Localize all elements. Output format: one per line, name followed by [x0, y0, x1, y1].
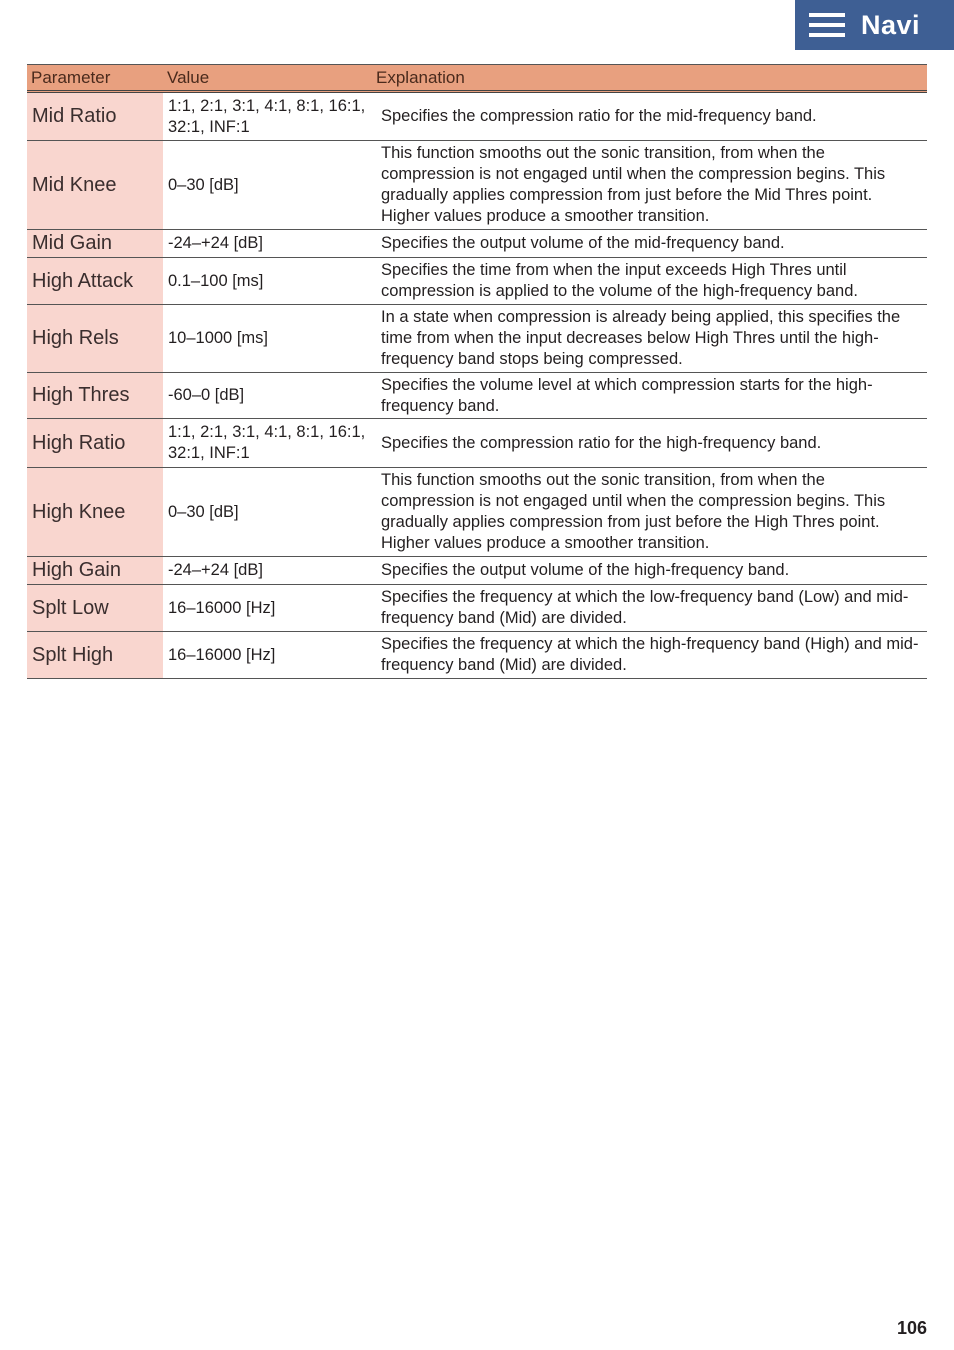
param-name: High Ratio: [27, 419, 163, 468]
table-row: [27, 632, 927, 679]
param-name: Splt High: [27, 632, 163, 679]
param-name: High Gain: [27, 557, 163, 585]
param-explanation: Specifies the output volume of the mid-frequency band.: [372, 230, 927, 258]
table-row: [27, 419, 927, 468]
param-name: High Thres: [27, 373, 163, 419]
param-explanation: This function smooths out the sonic transition, from when the compression is not engaged until when the compression begins. This gradually applies compression from just before the Mid Thres point. Higher values produce a smoother transition.: [372, 141, 927, 230]
table-row: [27, 557, 927, 585]
param-name: High Rels: [27, 305, 163, 373]
param-value: 1:1, 2:1, 3:1, 4:1, 8:1, 16:1, 32:1, INF:1: [163, 419, 372, 468]
param-explanation: Specifies the frequency at which the high-frequency band (High) and mid-frequency band (Mid) are divided.: [372, 632, 927, 679]
menu-icon: [809, 11, 845, 39]
param-explanation: Specifies the frequency at which the low-frequency band (Low) and mid-frequency band (Mid) are divided.: [372, 585, 927, 632]
table-row: [27, 92, 927, 141]
param-explanation: This function smooths out the sonic transition, from when the compression is not engaged until when the compression begins. This gradually applies compression from just before the High Thres point. Higher values produce a smoother transition.: [372, 468, 927, 557]
param-explanation: Specifies the output volume of the high-frequency band.: [372, 557, 927, 585]
page-number: 106: [896, 1318, 927, 1338]
param-explanation: In a state when compression is already being applied, this specifies the time from when the input decreases below High Thres until the high-frequency band stops being compressed.: [372, 305, 927, 373]
param-value: -24–+24 [dB]: [163, 230, 372, 258]
param-name: Mid Gain: [27, 230, 163, 258]
table-row: [27, 230, 927, 258]
param-explanation: Specifies the volume level at which compression starts for the high-frequency band.: [372, 373, 927, 419]
param-value: -60–0 [dB]: [163, 373, 372, 419]
param-explanation: Specifies the compression ratio for the mid-frequency band.: [372, 92, 927, 141]
param-value: 0–30 [dB]: [163, 141, 372, 230]
table-row: [27, 305, 927, 373]
param-explanation: Specifies the compression ratio for the high-frequency band.: [372, 419, 927, 468]
table-row: [27, 373, 927, 419]
header-explanation: Explanation: [372, 65, 927, 92]
param-explanation: Specifies the time from when the input exceeds High Thres until compression is applied to the volume of the high-frequency band.: [372, 258, 927, 305]
param-value: 0.1–100 [ms]: [163, 258, 372, 305]
param-name: Splt Low: [27, 585, 163, 632]
header-value: Value: [163, 65, 372, 92]
table-header-row: [27, 65, 927, 92]
param-value: 0–30 [dB]: [163, 468, 372, 557]
table-row: [27, 468, 927, 557]
param-name: Mid Ratio: [27, 92, 163, 141]
table-row: [27, 141, 927, 230]
param-value: 16–16000 [Hz]: [163, 632, 372, 679]
param-value: 16–16000 [Hz]: [163, 585, 372, 632]
param-value: 1:1, 2:1, 3:1, 4:1, 8:1, 16:1, 32:1, INF:1: [163, 92, 372, 141]
param-name: High Knee: [27, 468, 163, 557]
param-value: 10–1000 [ms]: [163, 305, 372, 373]
parameter-table: [27, 64, 927, 679]
param-name: High Attack: [27, 258, 163, 305]
header-parameter: Parameter: [27, 65, 163, 92]
param-name: Mid Knee: [27, 141, 163, 230]
param-value: -24–+24 [dB]: [163, 557, 372, 585]
navi-button[interactable]: [795, 0, 954, 50]
table-row: [27, 258, 927, 305]
navi-label: Navi: [861, 9, 921, 40]
table-row: [27, 585, 927, 632]
